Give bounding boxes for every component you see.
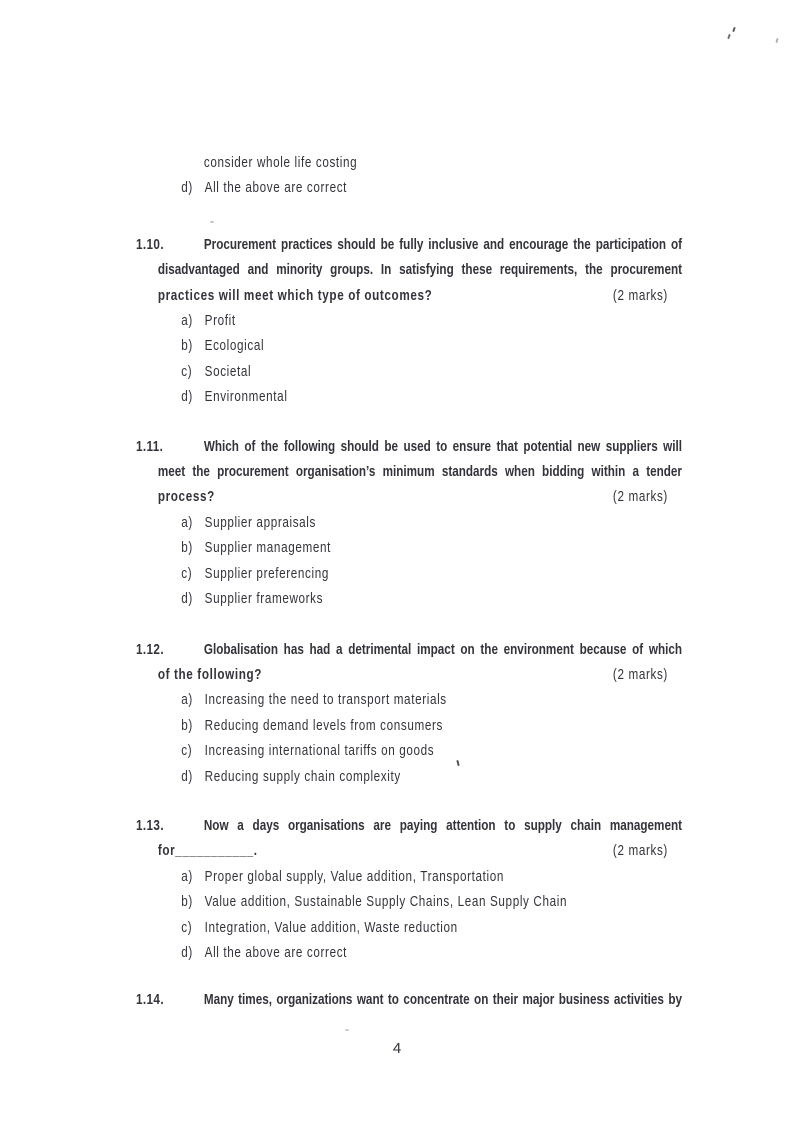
question-number: 1.10. (136, 235, 164, 253)
scan-artifact (727, 34, 731, 39)
question-block-1-10 (136, 232, 682, 410)
marks-label: (2 marks) (612, 286, 668, 304)
question-text-line: Many times, organizations want to concentrate on their major business activities by (203, 991, 683, 1009)
option-text: Supplier management (204, 539, 331, 557)
question-block-1-13 (136, 813, 682, 965)
option-letter: d) (181, 767, 193, 785)
option-letter: b) (181, 337, 193, 355)
option-letter: d) (181, 943, 193, 961)
option-text: Environmental (204, 388, 288, 406)
question-number: 1.11. (136, 437, 164, 455)
scan-artifact (345, 1029, 349, 1031)
option-text: Integration, Value addition, Waste reduction (204, 918, 458, 936)
option-letter: b) (181, 539, 193, 557)
question-text-line: meet the procurement organisation’s minimum standards when bidding within a tender (157, 463, 683, 481)
question-first-line (136, 434, 682, 459)
option-text: Supplier frameworks (204, 590, 324, 608)
option-row (181, 940, 682, 965)
option-text: Supplier appraisals (204, 513, 317, 531)
option-text: All the above are correct (204, 943, 348, 961)
marks-label: (2 marks) (612, 488, 668, 506)
option-continuation-text: consider whole life costing (203, 154, 358, 171)
marks-label: (2 marks) (612, 842, 668, 860)
option-text: Supplier preferencing (204, 564, 329, 582)
option-letter: a) (181, 312, 193, 330)
question-first-line (136, 987, 682, 1012)
option-text: Value addition, Sustainable Supply Chains, Lean Supply Chain (204, 893, 568, 911)
option-letter: c) (181, 564, 193, 582)
question-text-line: Which of the following should be used to ensure that potential new suppliers will (203, 437, 683, 455)
question-text-line: of the following? (157, 665, 263, 683)
option-text: Societal (204, 362, 252, 380)
marks-label: (2 marks) (612, 665, 668, 683)
partial-question-block (136, 150, 682, 201)
option-letter: c) (181, 742, 193, 760)
question-first-line (136, 637, 682, 662)
option-row (181, 175, 682, 200)
option-letter: d) (181, 590, 193, 608)
scan-artifact (775, 38, 778, 43)
option-text: Proper global supply, Value addition, Transportation (204, 867, 504, 885)
option-row (181, 764, 682, 789)
option-row (181, 586, 682, 611)
question-text-line: process? (157, 488, 215, 506)
question-block-1-14 (136, 987, 682, 1012)
question-number: 1.14. (136, 991, 164, 1009)
option-row (181, 359, 682, 384)
question-text-line: Now a days organisations are paying attention to supply chain management (203, 816, 683, 834)
question-block-1-12 (136, 637, 682, 789)
option-row (181, 333, 682, 358)
question-first-line (136, 813, 682, 838)
option-row (181, 915, 682, 940)
option-text: Increasing the need to transport materials (204, 691, 447, 709)
option-row (181, 535, 682, 560)
option-row (181, 510, 682, 535)
option-letter: b) (181, 893, 193, 911)
option-row (181, 384, 682, 409)
question-last-line (158, 838, 682, 863)
option-row (181, 561, 682, 586)
question-last-line (158, 662, 682, 687)
option-text: All the above are correct (204, 179, 348, 197)
option-letter: a) (181, 867, 193, 885)
question-text-line: Procurement practices should be fully inclusive and encourage the participation of (203, 235, 683, 253)
question-last-line (158, 283, 682, 308)
option-row (181, 738, 682, 763)
question-number: 1.12. (136, 640, 164, 658)
option-row (181, 308, 682, 333)
question-text-line: disadvantaged and minority groups. In satisfying these requirements, the procurement (157, 261, 683, 279)
option-text: Increasing international tariffs on goods (204, 742, 435, 760)
question-last-line (158, 484, 682, 509)
question-number: 1.13. (136, 816, 164, 834)
option-letter: a) (181, 513, 193, 531)
option-letter: d) (181, 179, 193, 197)
option-row (181, 889, 682, 914)
page-number: 4 (392, 1040, 402, 1057)
option-letter: c) (181, 362, 193, 380)
scan-artifact (732, 27, 736, 32)
option-text: Reducing demand levels from consumers (204, 716, 443, 734)
option-letter: c) (181, 918, 193, 936)
question-text-line: practices will meet which type of outcomes? (157, 286, 433, 304)
option-text: Ecological (204, 337, 265, 355)
option-text: Reducing supply chain complexity (204, 767, 401, 785)
option-letter: d) (181, 388, 193, 406)
option-text: Profit (204, 312, 236, 330)
question-text-line: for___________. (157, 842, 258, 860)
option-row (181, 687, 682, 712)
option-row (181, 864, 682, 889)
question-text-line: Globalisation has had a detrimental impact on the environment because of which (203, 640, 683, 658)
page-content (136, 150, 682, 1013)
question-first-line (136, 232, 682, 257)
option-letter: b) (181, 716, 193, 734)
question-block-1-11 (136, 434, 682, 612)
option-row (181, 713, 682, 738)
option-letter: a) (181, 691, 193, 709)
